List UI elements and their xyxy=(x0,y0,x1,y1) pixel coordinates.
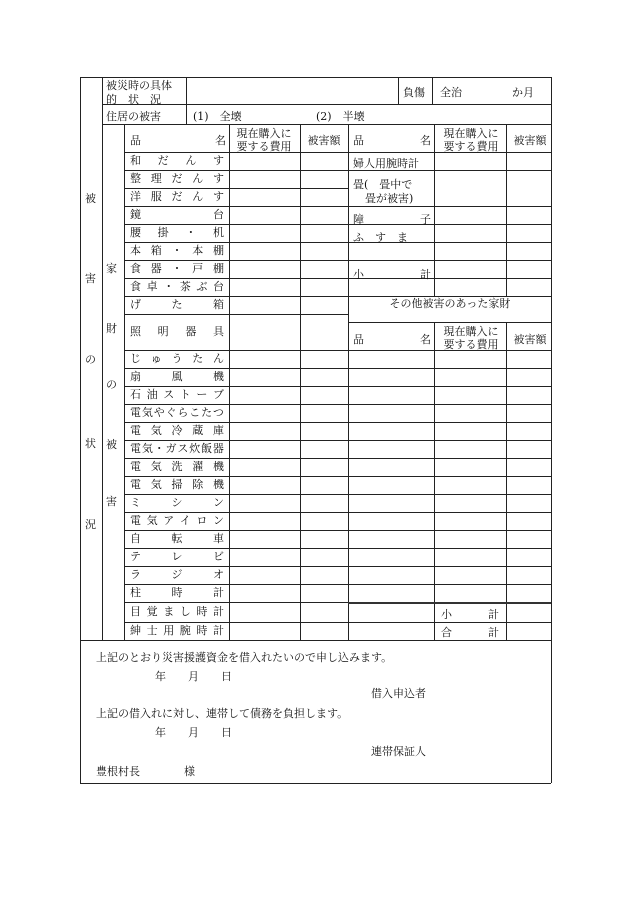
application-statement: 上記のとおり災害援護資金を借入れたいので申し込みます。 xyxy=(96,651,393,664)
grid-hline xyxy=(124,548,348,549)
left-item-8: 食 卓 ・ 茶 ぶ 台 xyxy=(130,280,224,293)
grid-hline xyxy=(102,104,551,105)
applicant-label: 借入申込者 xyxy=(371,687,426,700)
housing-damage-label xyxy=(106,110,180,123)
right-cost-header2-2: 要する費用 xyxy=(443,338,499,351)
grid-vline xyxy=(551,77,552,783)
guarantor-statement: 上記の借入れに対し、連帯して債務を負担します。 xyxy=(96,707,349,720)
grid-hline xyxy=(348,422,551,423)
grid-hline xyxy=(102,124,551,125)
housing-option-full: (1) 全壊 xyxy=(193,110,242,123)
grid-hline xyxy=(348,566,551,567)
grid-hline xyxy=(348,440,551,441)
concrete-situation-label-1: 被災時の具体 xyxy=(106,79,172,92)
grid-hline xyxy=(348,386,551,387)
injury-label: 負傷 xyxy=(403,86,425,99)
grid-vline xyxy=(229,124,230,640)
grid-hline xyxy=(124,512,348,513)
grid-hline xyxy=(124,458,348,459)
left-cost-header-2: 要する費用 xyxy=(236,140,292,153)
grid-hline xyxy=(124,494,348,495)
other-items-header: その他被害のあった家財 xyxy=(389,297,511,310)
outer-side-char: の xyxy=(85,353,96,366)
left-item-9: げ た 箱 xyxy=(130,298,224,311)
subtotal-label: 小 計 xyxy=(353,268,431,281)
grid-hline xyxy=(348,404,551,405)
grid-vline xyxy=(186,77,187,124)
left-item-20: 電 気 ア イ ロ ン xyxy=(130,514,224,527)
grid-vline xyxy=(506,322,507,640)
right-damage-header: 被害額 xyxy=(513,134,547,147)
grid-hline xyxy=(124,296,348,297)
grid-hline xyxy=(348,622,551,623)
grid-hline xyxy=(348,512,551,513)
injury-full-label: 全治 xyxy=(440,86,462,99)
grid-hline xyxy=(124,278,348,279)
subtotal2-label: 小 計 xyxy=(441,608,499,621)
left-item-16: 電 気 ・ ガ ス 炊 飯 器 xyxy=(130,442,224,455)
left-item-6: 本 箱 ・ 本 棚 xyxy=(130,244,224,257)
left-item-19: ミ シ ン xyxy=(130,496,224,509)
grid-hline xyxy=(80,77,551,78)
grid-hline xyxy=(80,783,551,784)
inner-side-char: 被 xyxy=(106,438,117,451)
left-item-3: 洋 服 だ ん す xyxy=(130,190,224,203)
outer-side-char: 状 xyxy=(85,437,96,450)
grid-vline xyxy=(434,124,435,296)
tatami-label-1: 畳( 畳中で xyxy=(353,178,413,191)
grid-vline xyxy=(348,124,349,640)
grid-vline xyxy=(300,124,301,640)
inner-side-char: 家 xyxy=(106,262,117,275)
grid-vline xyxy=(124,124,125,640)
left-item-23: ラ ジ オ xyxy=(130,568,224,581)
grid-hline xyxy=(348,476,551,477)
grid-hline xyxy=(124,224,348,225)
grid-hline xyxy=(348,530,551,531)
grid-hline xyxy=(348,170,551,171)
left-item-4: 鏡 台 xyxy=(130,208,224,221)
grid-hline xyxy=(124,206,348,207)
inner-side-char: の xyxy=(106,378,117,391)
grid-vline xyxy=(506,124,507,296)
right-cost-header-1: 現在購入に xyxy=(443,127,499,140)
left-item-1: 和 だ ん す xyxy=(130,154,224,167)
grid-hline xyxy=(124,404,348,405)
left-item-header: 品 名 xyxy=(130,134,226,147)
right-cost-header-2: 要する費用 xyxy=(443,140,499,153)
grid-hline xyxy=(124,386,348,387)
grid-hline xyxy=(348,322,551,323)
right-damage-header-2: 被害額 xyxy=(513,333,547,346)
grid-hline xyxy=(348,368,551,369)
grid-hline xyxy=(124,530,348,531)
left-item-10: 照 明 器 具 xyxy=(130,325,224,338)
housing-damage-text: 住居の被害 xyxy=(106,110,161,123)
grid-hline xyxy=(124,188,348,189)
outer-side-char: 被 xyxy=(85,192,96,205)
right-item-header: 品 名 xyxy=(353,134,431,147)
grid-hline xyxy=(124,368,348,369)
shoji-label: 障 子 xyxy=(353,213,431,226)
grid-hline xyxy=(348,260,551,261)
left-item-13: 石 油 ス ト ー ブ xyxy=(130,388,224,401)
concrete-situation-label-2: 的 状 況 xyxy=(106,93,161,106)
tatami-label-2: 畳が被害) xyxy=(365,192,414,205)
grid-hline xyxy=(124,602,348,603)
left-item-17: 電 気 洗 濯 機 xyxy=(130,460,224,473)
left-item-25: 目 覚 ま し 時 計 xyxy=(130,605,224,618)
grid-hline xyxy=(80,640,551,641)
grid-hline xyxy=(124,422,348,423)
grid-hline xyxy=(124,622,348,623)
housing-option-half: (2) 半壊 xyxy=(316,110,365,123)
grid-hline xyxy=(124,476,348,477)
grid-hline xyxy=(124,350,348,351)
grid-vline xyxy=(102,77,103,640)
grid-hline xyxy=(124,566,348,567)
left-item-22: テ レ ビ xyxy=(130,550,224,563)
left-item-15: 電 気 冷 蔵 庫 xyxy=(130,424,224,437)
grid-hline xyxy=(124,584,348,585)
right-cost-header2-1: 現在購入に xyxy=(443,325,499,338)
inner-side-char: 財 xyxy=(106,322,117,335)
grid-hline xyxy=(348,584,551,585)
application-date: 年 月 日 xyxy=(155,670,232,683)
left-item-26: 紳 士 用 腕 時 計 xyxy=(130,624,224,637)
left-item-7: 食 器 ・ 戸 棚 xyxy=(130,262,224,275)
grid-hline xyxy=(124,242,348,243)
grid-hline xyxy=(348,206,551,207)
left-item-18: 電 気 掃 除 機 xyxy=(130,478,224,491)
grid-vline xyxy=(80,77,81,783)
left-item-24: 柱 時 計 xyxy=(130,586,224,599)
grid-vline xyxy=(398,77,399,104)
left-item-14: 電 気 や ぐ ら こ た つ xyxy=(130,406,224,419)
right-item-header-2: 品 名 xyxy=(353,333,431,346)
grid-hline xyxy=(124,440,348,441)
left-item-5: 腰 掛 ・ 机 xyxy=(130,226,224,239)
ladies-watch-label: 婦人用腕時計 xyxy=(353,157,419,170)
grid-vline xyxy=(434,322,435,640)
grid-hline xyxy=(124,170,348,171)
grid-hline xyxy=(124,314,348,315)
fusuma-label: ふ す ま xyxy=(353,231,408,244)
left-item-11: じ ゅ う た ん xyxy=(130,352,224,365)
grid-hline xyxy=(348,602,551,604)
guarantor-date: 年 月 日 xyxy=(155,726,232,739)
grid-vline xyxy=(432,77,433,104)
left-damage-header: 被害額 xyxy=(307,134,341,147)
inner-side-char: 害 xyxy=(106,495,117,508)
left-cost-header-1: 現在購入に xyxy=(236,127,292,140)
injury-months-label: か月 xyxy=(512,86,534,99)
left-item-2: 整 理 だ ん す xyxy=(130,172,224,185)
left-item-21: 自 転 車 xyxy=(130,532,224,545)
outer-side-char: 害 xyxy=(85,272,96,285)
addressee: 豊根村長 様 xyxy=(96,765,195,778)
grid-hline xyxy=(348,548,551,549)
left-item-12: 扇 風 機 xyxy=(130,370,224,383)
grid-hline xyxy=(348,458,551,459)
total-label: 合 計 xyxy=(441,626,499,639)
guarantor-label: 連帯保証人 xyxy=(371,745,426,758)
grid-hline xyxy=(124,260,348,261)
outer-side-char: 況 xyxy=(85,518,96,531)
grid-hline xyxy=(348,494,551,495)
